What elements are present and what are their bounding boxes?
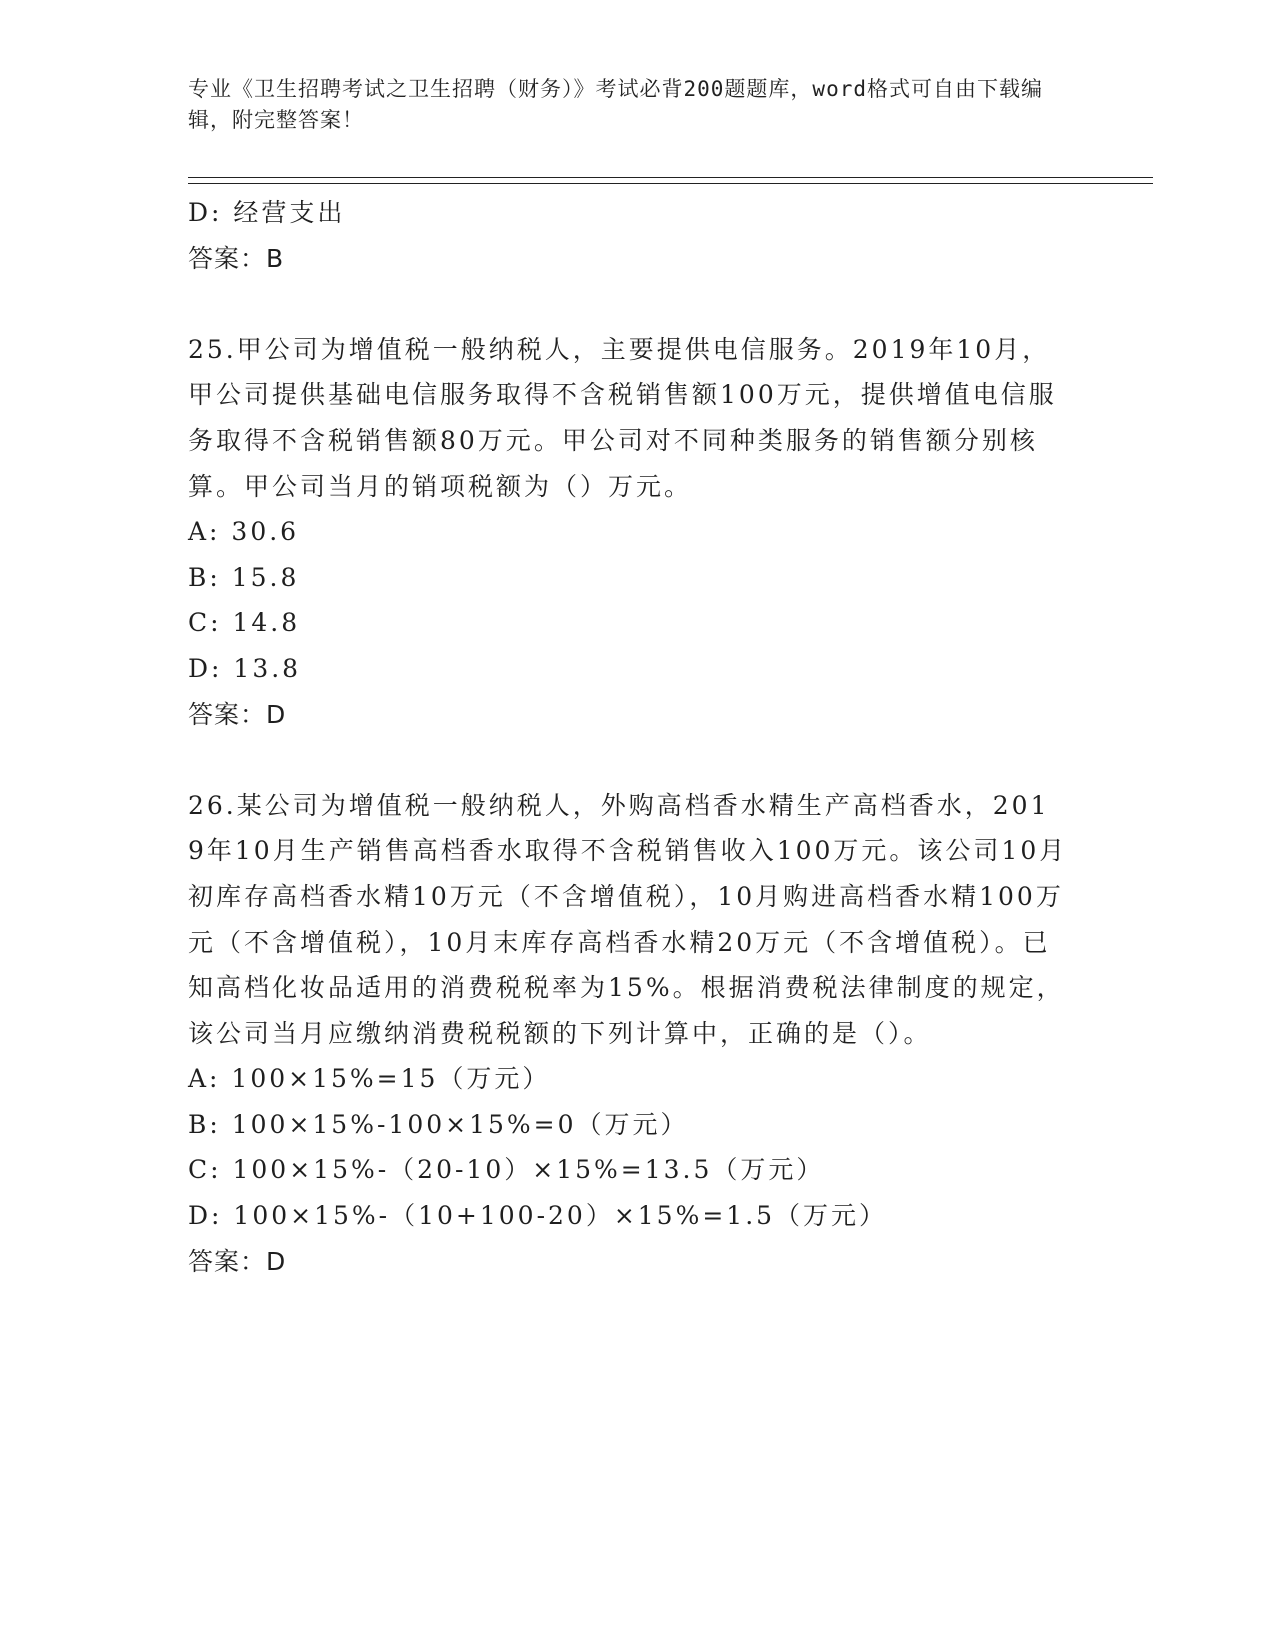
question-25-option-a: A: 30.6 xyxy=(188,517,300,547)
spacer xyxy=(188,737,1078,783)
question-26-option-b: B: 100×15%-100×15%=0（万元） xyxy=(188,1109,689,1139)
question-26-option-c: C: 100×15%-（20-10）×15%=13.5（万元） xyxy=(188,1155,825,1185)
prev-option-d: D: 经营支出 xyxy=(188,198,346,227)
header-rule-top xyxy=(188,177,1153,178)
question-25-answer: 答案：D xyxy=(188,699,287,729)
question-25-option-b: B: 15.8 xyxy=(188,562,300,592)
question-26-option-a: A: 100×15%=15（万元） xyxy=(188,1064,551,1094)
question-25-stem: 25.甲公司为增值税一般纳税人，主要提供电信服务。2019年10月，甲公司提供基础电信服务取得不含税销售额100万元，提供增值电信服务取得不含税销售额80万元。甲公司对不同种类服务的销售额分别核算。甲公司当月的销项税额为（）万元。 xyxy=(188,334,1057,501)
question-26-stem: 26.某公司为增值税一般纳税人，外购高档香水精生产高档香水，2019年10月生产销售高档香水取得不含税销售收入100万元。该公司10月初库存高档香水精10万元（不含增值税），10月购进高档香水精100万元（不含增值税），10月末库存高档香水精20万元（不含增值税）。已知高档化妆品适用的消费税税率为15%。根据消费税法律制度的规定，该公司当月应缴纳消费税税额的下列计算中，正确的是（）。 xyxy=(188,790,1068,1048)
question-25-option-d: D: 13.8 xyxy=(188,653,302,683)
spacer xyxy=(188,281,1078,327)
question-25-option-c: C: 14.8 xyxy=(188,608,301,638)
question-26-answer: 答案：D xyxy=(188,1246,287,1276)
header-rule-bottom xyxy=(188,183,1153,184)
question-26-option-d: D: 100×15%-（10+100-20）×15%=1.5（万元） xyxy=(188,1201,888,1231)
document-header: 专业《卫生招聘考试之卫生招聘（财务）》考试必背200题题库，word格式可自由下载编辑，附完整答案！ xyxy=(188,77,1043,132)
prev-answer: 答案：B xyxy=(188,243,285,273)
document-body xyxy=(188,190,1078,1284)
